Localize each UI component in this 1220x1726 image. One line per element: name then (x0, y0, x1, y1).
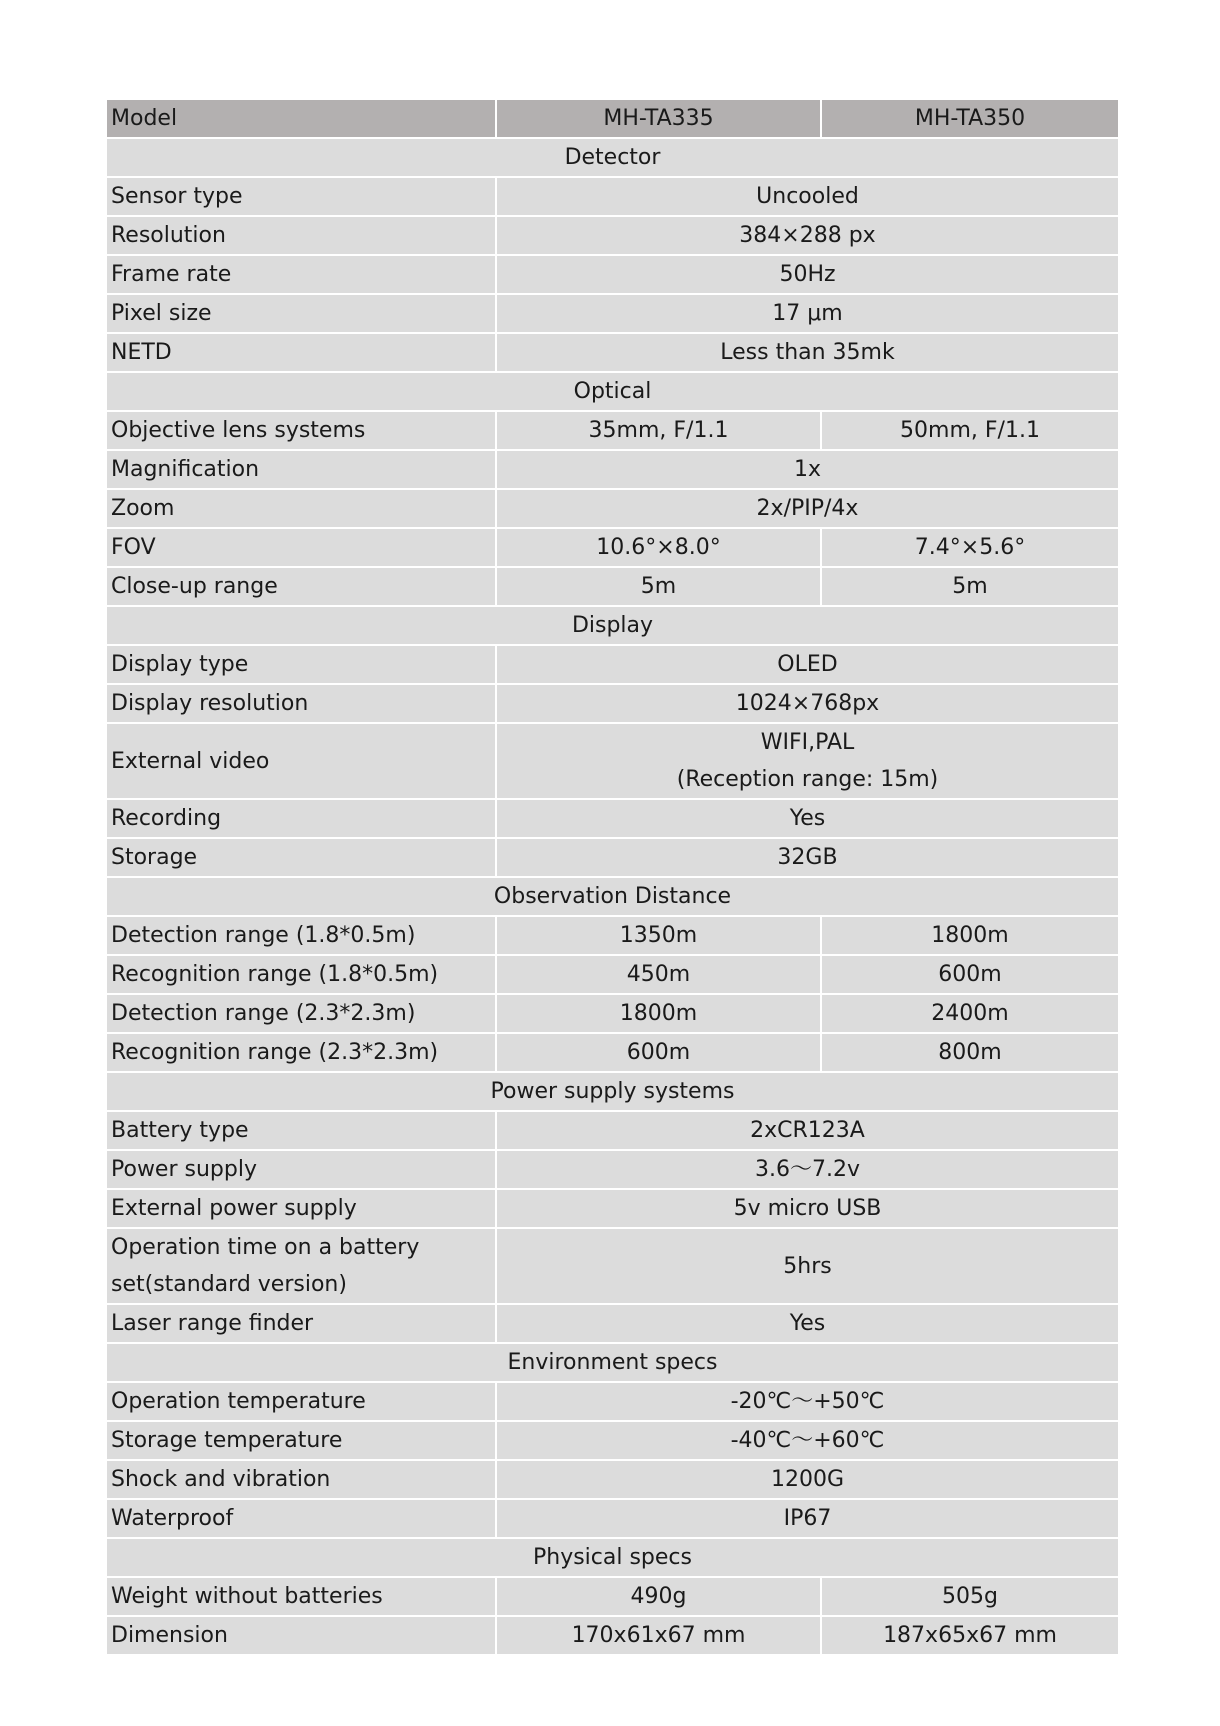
spec-value-shared: 32GB (496, 838, 1119, 877)
section-title: Display (106, 606, 1119, 645)
spec-label: NETD (106, 333, 496, 372)
spec-value-mh-ta350: 600m (821, 955, 1119, 994)
cell-line: WIFI,PAL (760, 730, 855, 755)
spec-row-fov (106, 528, 1119, 567)
spec-row-resolution (106, 216, 1119, 255)
spec-value-shared (496, 723, 1119, 799)
spec-label: Storage temperature (106, 1421, 496, 1460)
spec-value-shared: 17 μm (496, 294, 1119, 333)
section-title: Power supply systems (106, 1072, 1119, 1111)
section-row-display (106, 606, 1119, 645)
spec-value-mh-ta350: 5m (821, 567, 1119, 606)
spec-label: Operation temperature (106, 1382, 496, 1421)
spec-value-shared: OLED (496, 645, 1119, 684)
spec-row-weight-without-batteries (106, 1577, 1119, 1616)
spec-row-frame-rate (106, 255, 1119, 294)
section-title: Detector (106, 138, 1119, 177)
spec-label (106, 1228, 496, 1304)
spec-value-mh-ta350: 1800m (821, 916, 1119, 955)
spec-value-mh-ta350: 7.4°×5.6° (821, 528, 1119, 567)
spec-label: Detection range (1.8*0.5m) (106, 916, 496, 955)
spec-label: External power supply (106, 1189, 496, 1228)
spec-label: Detection range (2.3*2.3m) (106, 994, 496, 1033)
spec-label: Pixel size (106, 294, 496, 333)
spec-row-magnification (106, 450, 1119, 489)
spec-value-mh-ta335: 450m (496, 955, 821, 994)
spec-row-recording (106, 799, 1119, 838)
spec-value-shared: Less than 35mk (496, 333, 1119, 372)
spec-row-objective-lens-systems (106, 411, 1119, 450)
spec-value-mh-ta335: 10.6°×8.0° (496, 528, 821, 567)
section-title: Observation Distance (106, 877, 1119, 916)
spec-value-mh-ta335: 490g (496, 1577, 821, 1616)
spec-row-external-video (106, 723, 1119, 799)
spec-value-shared: 2x/PIP/4x (496, 489, 1119, 528)
spec-label: Recognition range (2.3*2.3m) (106, 1033, 496, 1072)
section-title: Optical (106, 372, 1119, 411)
spec-row-dimension (106, 1616, 1119, 1655)
cell-line: Operation time on a battery (111, 1235, 420, 1260)
spec-label: External video (106, 723, 496, 799)
model-header-row (106, 99, 1119, 138)
spec-value-shared: 1024×768px (496, 684, 1119, 723)
spec-value-shared: Yes (496, 1304, 1119, 1343)
spec-label: Waterproof (106, 1499, 496, 1538)
spec-row-recognition-range-1-8-0-5m (106, 955, 1119, 994)
cell-line: (Reception range: 15m) (676, 767, 939, 792)
spec-label: Dimension (106, 1616, 496, 1655)
model-name-ta350: MH-TA350 (821, 99, 1119, 138)
spec-row-zoom (106, 489, 1119, 528)
spec-value-shared: 1200G (496, 1460, 1119, 1499)
section-row-environment-specs (106, 1343, 1119, 1382)
spec-value-mh-ta335: 600m (496, 1033, 821, 1072)
spec-row-sensor-type (106, 177, 1119, 216)
section-row-power-supply-systems (106, 1072, 1119, 1111)
spec-row-battery-type (106, 1111, 1119, 1150)
spec-label: Magnification (106, 450, 496, 489)
spec-value-shared: -40℃～+60℃ (496, 1421, 1119, 1460)
spec-label: Sensor type (106, 177, 496, 216)
spec-value-mh-ta350: 50mm, F/1.1 (821, 411, 1119, 450)
spec-value-mh-ta335: 1800m (496, 994, 821, 1033)
spec-value-mh-ta335: 35mm, F/1.1 (496, 411, 821, 450)
spec-value-shared: 5v micro USB (496, 1189, 1119, 1228)
spec-label: Display resolution (106, 684, 496, 723)
spec-label: Battery type (106, 1111, 496, 1150)
spec-table-body (106, 99, 1119, 1655)
spec-row-operation-time-on-a-battery-set-standard-version (106, 1228, 1119, 1304)
section-row-detector (106, 138, 1119, 177)
spec-row-detection-range-2-3-2-3m (106, 994, 1119, 1033)
spec-row-waterproof (106, 1499, 1119, 1538)
spec-row-recognition-range-2-3-2-3m (106, 1033, 1119, 1072)
spec-value-shared: Yes (496, 799, 1119, 838)
spec-row-storage-temperature (106, 1421, 1119, 1460)
model-header-label: Model (106, 99, 496, 138)
spec-label: Laser range finder (106, 1304, 496, 1343)
spec-label: Power supply (106, 1150, 496, 1189)
spec-row-detection-range-1-8-0-5m (106, 916, 1119, 955)
spec-row-display-type (106, 645, 1119, 684)
spec-label: Storage (106, 838, 496, 877)
section-title: Physical specs (106, 1538, 1119, 1577)
spec-row-display-resolution (106, 684, 1119, 723)
spec-value-mh-ta350: 187x65x67 mm (821, 1616, 1119, 1655)
spec-value-mh-ta350: 2400m (821, 994, 1119, 1033)
spec-table (105, 98, 1120, 1656)
section-row-physical-specs (106, 1538, 1119, 1577)
spec-label: Close-up range (106, 567, 496, 606)
spec-label: Display type (106, 645, 496, 684)
spec-row-laser-range-finder (106, 1304, 1119, 1343)
spec-value-shared: -20℃～+50℃ (496, 1382, 1119, 1421)
spec-row-external-power-supply (106, 1189, 1119, 1228)
spec-value-mh-ta335: 170x61x67 mm (496, 1616, 821, 1655)
spec-label: Recognition range (1.8*0.5m) (106, 955, 496, 994)
spec-row-storage (106, 838, 1119, 877)
spec-value-shared: 3.6～7.2v (496, 1150, 1119, 1189)
spec-value-shared: IP67 (496, 1499, 1119, 1538)
spec-row-pixel-size (106, 294, 1119, 333)
spec-label: Resolution (106, 216, 496, 255)
spec-value-shared: 2xCR123A (496, 1111, 1119, 1150)
spec-value-shared: 5hrs (496, 1228, 1119, 1304)
spec-label: Shock and vibration (106, 1460, 496, 1499)
spec-value-shared: 384×288 px (496, 216, 1119, 255)
spec-row-shock-and-vibration (106, 1460, 1119, 1499)
spec-value-mh-ta350: 505g (821, 1577, 1119, 1616)
spec-value-mh-ta335: 1350m (496, 916, 821, 955)
spec-label: Weight without batteries (106, 1577, 496, 1616)
section-title: Environment specs (106, 1343, 1119, 1382)
section-row-observation-distance (106, 877, 1119, 916)
section-row-optical (106, 372, 1119, 411)
spec-value-shared: 50Hz (496, 255, 1119, 294)
spec-label: Objective lens systems (106, 411, 496, 450)
spec-value-shared: 1x (496, 450, 1119, 489)
spec-label: Zoom (106, 489, 496, 528)
spec-row-power-supply (106, 1150, 1119, 1189)
spec-row-operation-temperature (106, 1382, 1119, 1421)
model-name-ta335: MH-TA335 (496, 99, 821, 138)
spec-value-mh-ta350: 800m (821, 1033, 1119, 1072)
spec-label: Frame rate (106, 255, 496, 294)
spec-row-close-up-range (106, 567, 1119, 606)
spec-label: FOV (106, 528, 496, 567)
spec-value-shared: Uncooled (496, 177, 1119, 216)
spec-row-netd (106, 333, 1119, 372)
spec-value-mh-ta335: 5m (496, 567, 821, 606)
cell-line: set(standard version) (111, 1272, 347, 1297)
spec-label: Recording (106, 799, 496, 838)
